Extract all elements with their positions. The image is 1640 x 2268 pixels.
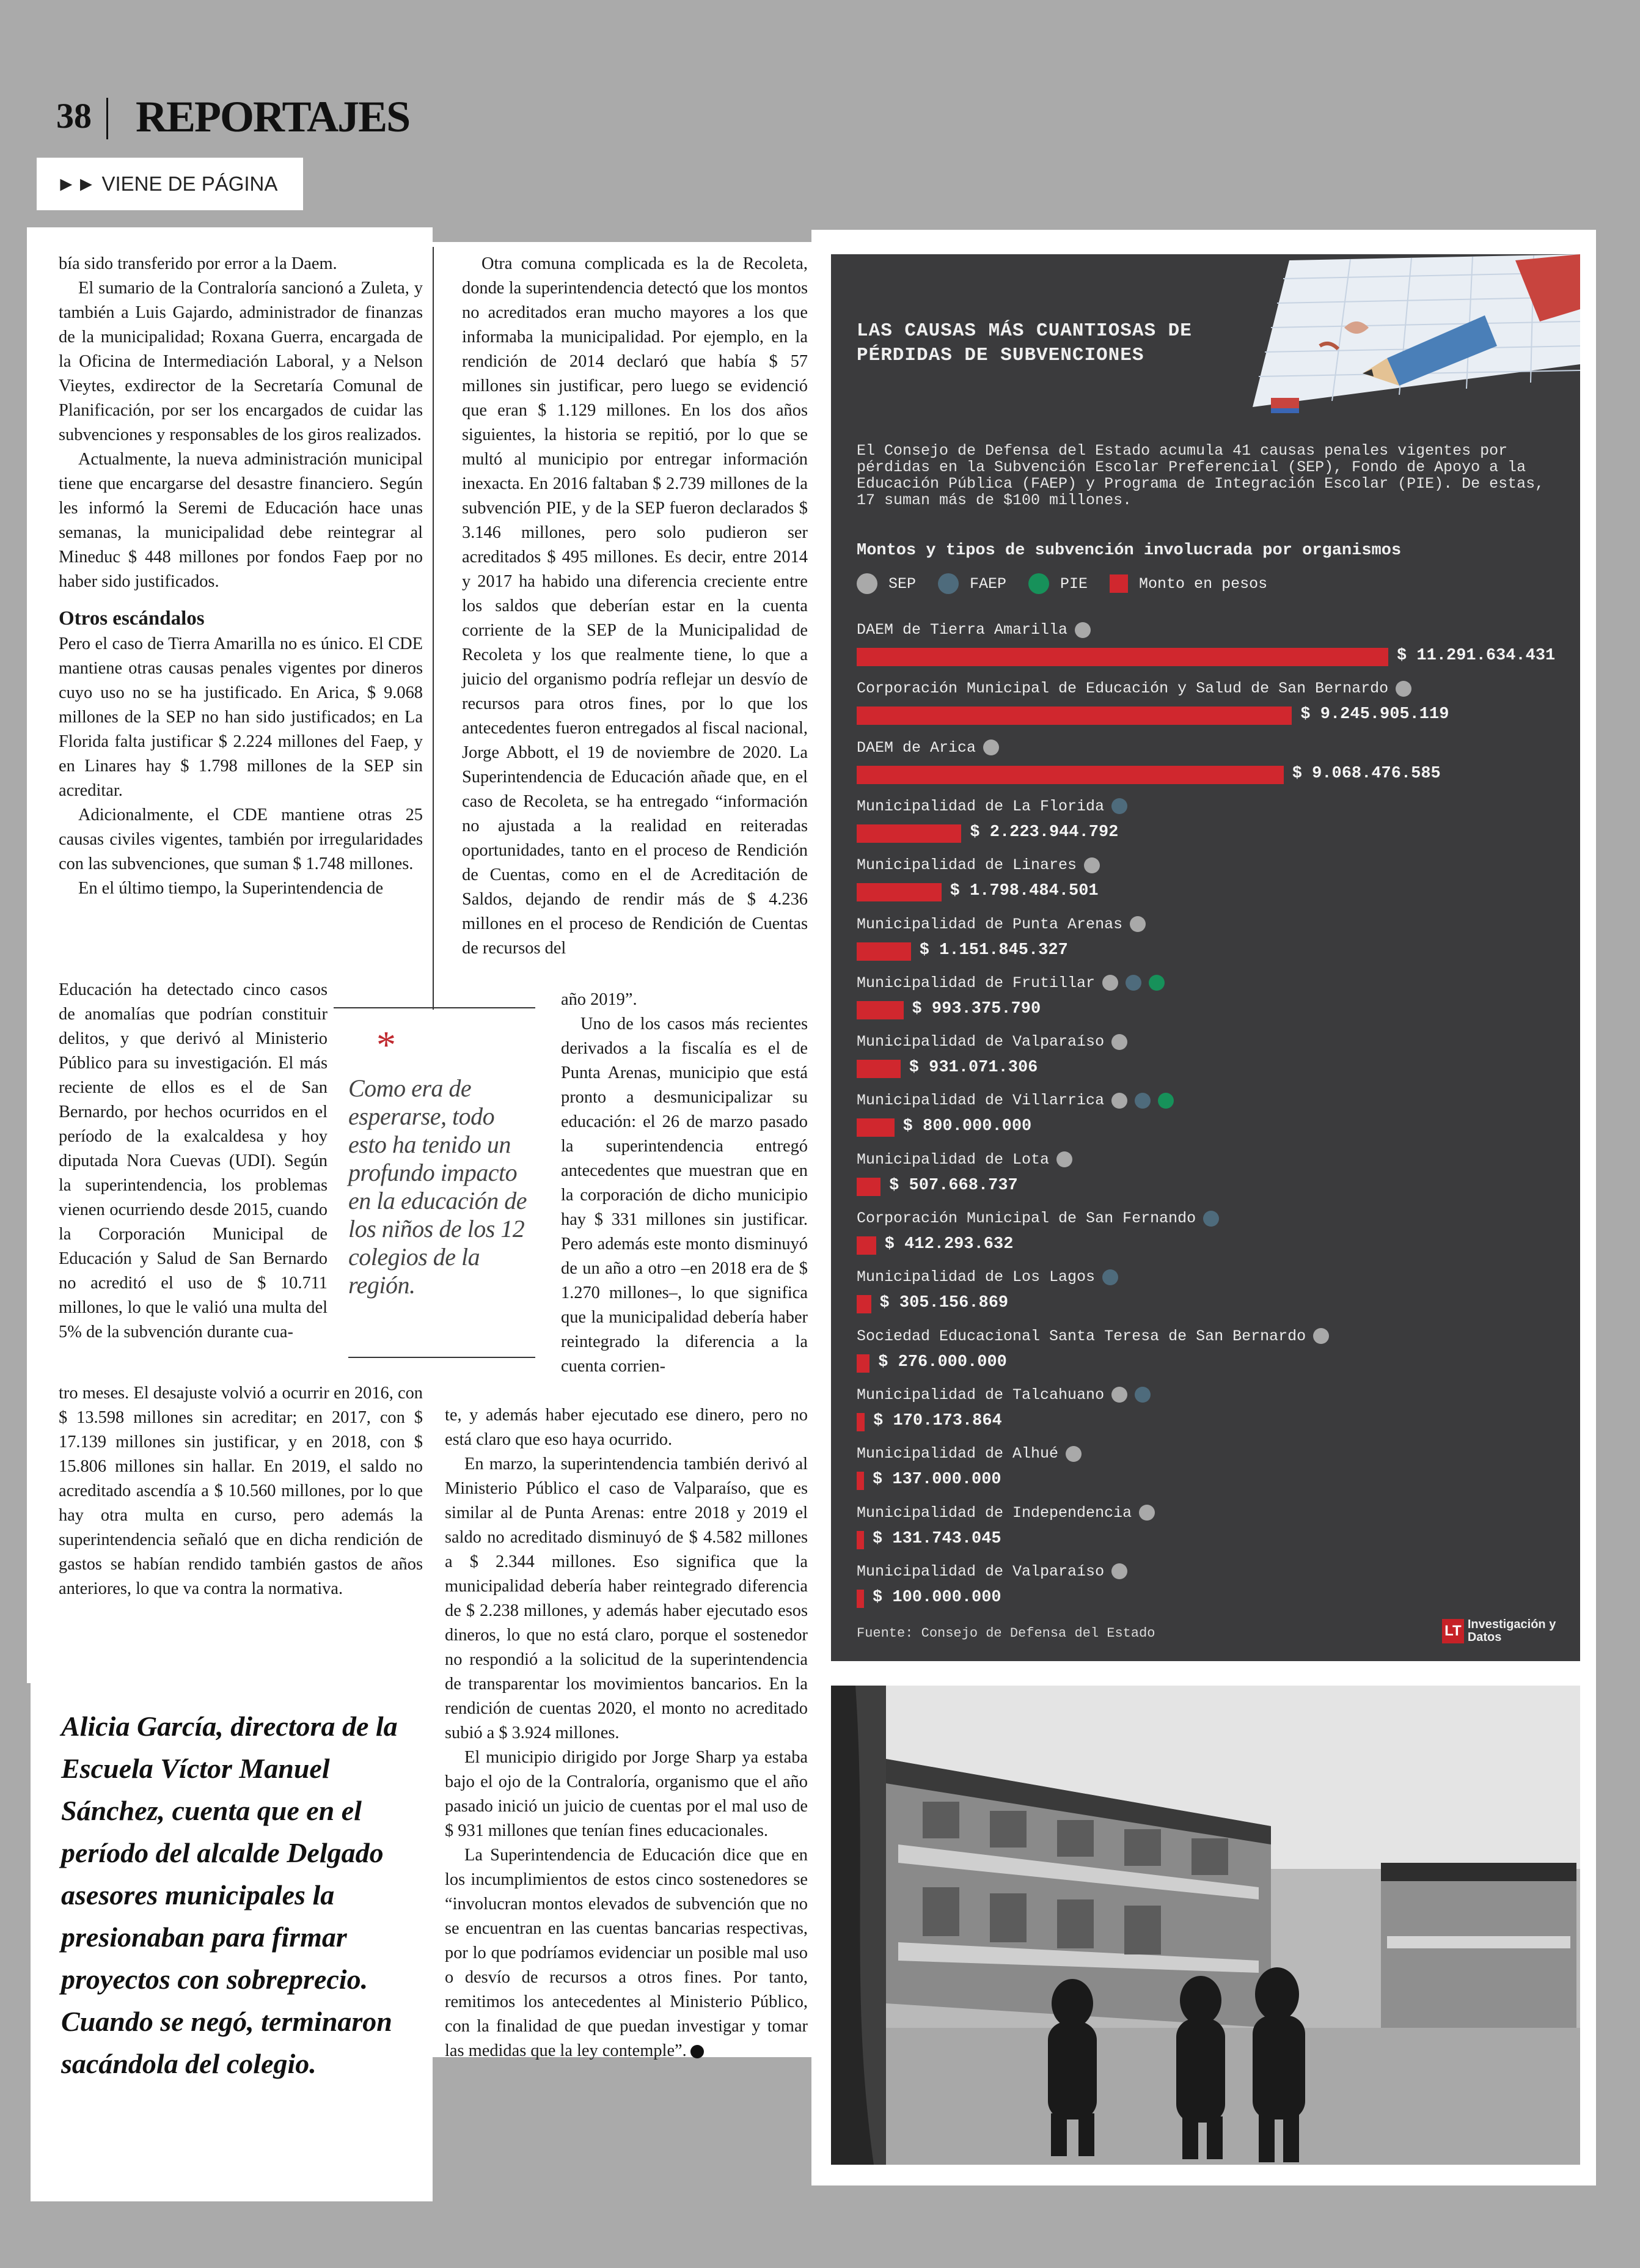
subsidy-dot-icon [1396, 681, 1411, 697]
bar [857, 766, 1284, 784]
paragraph: año 2019”. [561, 990, 637, 1009]
asterisk-icon: * [376, 1023, 396, 1066]
legend-label: PIE [1060, 574, 1088, 593]
paragraph: tro meses. El desajuste volvió a ocurrir en 2016, con $ 13.598 millones sin acreditar; en 2017, con $ 17.139 millones sin justificar, y en 2018, con $ 15.806 millones sin hallar. En 2019, el saldo no acreditado ascendía a $ 10.560 millones, por lo que hay otra multa en curso, pero además la superintendencia señaló que en dicha rendición de gastos se habían rendido también gastos de años anteriores, lo que va contra la normativa. [59, 1384, 423, 1598]
infographic [831, 254, 1580, 1661]
legend-amount [1110, 574, 1267, 593]
lt-logo-text: Investigación y Datos [1467, 1618, 1556, 1644]
bar-value-label: $ 1.151.845.327 [919, 941, 1068, 960]
subsidy-dot-icon [1111, 1563, 1127, 1579]
bar [857, 1354, 869, 1373]
photo-caption: Alicia García, directora de la Escuela Víctor Manuel Sánchez, cuenta que en el período del alcalde Delgado asesores municipales la presionaban para firmar proyectos con sobreprecio. Cuando se negó, terminaron sacándola del colegio. [61, 1711, 398, 2079]
paragraph-text: La Superintendencia de Educación dice que en los incumplimientos de estos cinco sostenedores se “involucran montos elevados de subvención que no se encuentran en las cuentas bancarias respectivas, por lo que podríamos evidenciar un posible mal uso o desvío de recursos a otros fines. Por tanto, remitimos los antecedentes al Ministerio Público, con la finalidad de que puedan investigar y tomar las medidas que la ley contemple”. [445, 1846, 808, 2060]
bar-label [857, 1268, 1118, 1286]
bar-label-text: Municipalidad de Valparaíso [857, 1562, 1105, 1580]
legend-label: FAEP [970, 574, 1007, 593]
bar-label [857, 798, 1127, 815]
article-column-1 [59, 252, 423, 901]
bar-label [857, 1563, 1127, 1580]
bar [857, 1295, 871, 1313]
header-divider [106, 98, 108, 139]
subsidy-dot-icon [1135, 1387, 1151, 1403]
legend-sep [857, 573, 916, 594]
subsidy-dot-icon [983, 739, 999, 755]
amount-square-icon [1110, 574, 1128, 593]
bar [857, 883, 942, 901]
lt-logo-mark: LT [1442, 1619, 1464, 1643]
bar [857, 1060, 901, 1078]
bar-label [857, 1386, 1151, 1404]
bar-value-label: $ 993.375.790 [912, 999, 1041, 1018]
chart-source: Fuente: Consejo de Defensa del Estado [857, 1626, 1155, 1641]
subheading: Otros escándalos [59, 607, 205, 629]
chart-legend [857, 573, 1289, 594]
bar-label [857, 1445, 1082, 1462]
paragraph: Uno de los casos más recientes derivados a la fiscalía es el de Punta Arenas, municipio que está pronto a desmunicipalizar su educación: el 26 de marzo pasado la superintendencia entregó antecedentes que muestran que en la corporación de dicho municipio hay $ 331 millones sin justificar. Pero además este monto disminuyó de un año a otro –en 2018 era de $ 1.270 millones–, lo que significa que la municipalidad debería haber reintegrado la diferencia a la cuenta corrien- [561, 1015, 808, 1376]
bar [857, 1472, 864, 1490]
subsidy-dot-icon [1158, 1093, 1174, 1109]
bar-value-label: $ 9.245.905.119 [1300, 705, 1449, 724]
paragraph: Pero el caso de Tierra Amarilla no es único. El CDE mantiene otras causas penales vigentes por dineros cuyo uso no se ha justificado. En Arica, $ 9.068 millones de la SEP no han sido justificados; en La Florida falta justificar $ 2.224 millones del Faep, y en Linares hay $ 1.798 millones de la SEP sin acreditar. [59, 634, 423, 800]
article-column-2 [462, 252, 808, 961]
bar-label [857, 1092, 1174, 1109]
lt-logo [1442, 1618, 1580, 1644]
subsidy-dot-icon [1075, 622, 1091, 638]
bar-label-text: Municipalidad de Talcahuano [857, 1385, 1105, 1404]
paragraph: Actualmente, la nueva administración municipal tiene que encargarse del desastre financiero. Según les informó la Seremi de Educación hace unas semanas, la municipalidad debe reintegrar al Mineduc $ 448 millones por fondos Faep por no haber sido justificados. [59, 450, 423, 591]
bar-label-text: Municipalidad de Villarrica [857, 1092, 1105, 1110]
bar [857, 706, 1292, 725]
bar-label [857, 1151, 1072, 1169]
bar-value-label: $ 137.000.000 [873, 1470, 1001, 1489]
bar [857, 1001, 904, 1019]
bar [857, 1236, 876, 1255]
bar-label-text: Municipalidad de La Florida [857, 797, 1105, 815]
bar-value-label: $ 276.000.000 [878, 1352, 1007, 1371]
paragraph: El sumario de la Contraloría sancionó a Zuleta, y también a Luis Gajardo, administrador de finanzas de la municipalidad; Roxana Guerra, encargada de la Oficina de Intermediación Laboral, y a Nelson Vieytes, exdirector de la Secretaría Comunal de Planificación, por ser los encargados de cuidar las subvenciones y responsables de los giros realizados. [59, 279, 423, 444]
bar-label-text: Corporación Municipal de Educación y Salud de San Bernardo [857, 680, 1389, 698]
bar-label [857, 1209, 1219, 1227]
subsidy-dot-icon [1111, 1034, 1127, 1050]
article-column-2-narrow [561, 988, 808, 1379]
bar-label-text: Municipalidad de Punta Arenas [857, 915, 1123, 933]
school-photo-image [831, 1686, 1580, 2165]
bar [857, 942, 911, 961]
subsidy-dot-icon [1056, 1151, 1072, 1167]
article-column-1-narrow [59, 978, 328, 1345]
legend-label: Monto en pesos [1139, 574, 1268, 593]
sep-dot-icon [857, 573, 877, 594]
subsidy-dot-icon [1139, 1505, 1155, 1521]
subsidy-dot-icon [1111, 1093, 1127, 1109]
paragraph: En marzo, la superintendencia también derivó al Ministerio Público el caso de Valparaíso, que es similar al de Punta Arenas: entre 2018 y 2019 el saldo no acreditado disminuyó de $ 4.582 millones a $ 2.344 millones. Eso significa que la municipalidad debería haber reintegrado diferencia de $ 2.238 millones, y además haber ejecutado esos dineros, lo que no está claro, porque el sostenedor no respondió a la solicitud de la superintendencia de transparentar los movimientos bancarios. En la rendición de cuentas 2020, el monto no acreditado subió a $ 3.924 millones. [445, 1455, 808, 1742]
bar-label-text: Municipalidad de Alhué [857, 1445, 1059, 1463]
quote-bottom-rule [348, 1357, 535, 1358]
bar [857, 648, 1388, 666]
bar-label [857, 1327, 1329, 1345]
school-photo [831, 1686, 1580, 2165]
subsidy-dot-icon [1149, 975, 1165, 991]
bar-value-label: $ 170.173.864 [873, 1411, 1002, 1430]
bar-label [857, 974, 1165, 992]
pencil-illustration [1198, 254, 1580, 413]
paragraph: Educación ha detectado cinco casos de anomalías que podrían constituir delitos, y que derivó al Ministerio Público para su investigación. El más reciente de ellos es el de San Bernardo, por hechos ocurridos en el período de la exalcaldesa y hoy diputada Nora Cuevas (UDI). Según la superintendencia, los problemas vienen ocurriendo desde 2015, cuando la Corporación Municipal de Educación y Salud de San Bernardo no acreditó el uso de $ 10.711 millones, lo que le valió una multa del 5% de la subvención durante cua- [59, 980, 328, 1341]
legend-pie [1028, 573, 1088, 594]
pie-dot-icon [1028, 573, 1049, 594]
quote-top-rule [334, 1007, 535, 1008]
pull-quote-text: Como era de esperarse, todo esto ha tenido un profundo impacto en la educación de los niños de los 12 colegios de la región. [348, 1074, 527, 1299]
paragraph: El municipio dirigido por Jorge Sharp ya estaba bajo el ojo de la Contraloría, organismo que el año pasado inició un juicio de cuentas por el mal uso de $ 931 millones que tenían fines educacionales. [445, 1748, 808, 1840]
bar-label-text: Municipalidad de Los Lagos [857, 1268, 1096, 1286]
bar [857, 1531, 864, 1549]
column-rule [433, 247, 434, 1010]
bar-value-label: $ 412.293.632 [884, 1235, 1014, 1253]
bar-value-label: $ 507.668.737 [889, 1176, 1018, 1195]
bar-value-label: $ 800.000.000 [902, 1117, 1032, 1136]
subsidy-dot-icon [1102, 1269, 1118, 1285]
bar-value-label: $ 9.068.476.585 [1292, 764, 1441, 783]
continued-from-label: ►► VIENE DE PÁGINA [37, 158, 303, 210]
subsidy-dot-icon [1111, 1387, 1127, 1403]
infographic-title: LAS CAUSAS MÁS CUANTIOSAS DE PÉRDIDAS DE SUBVENCIONES [857, 320, 1192, 366]
subsidy-dot-icon [1066, 1446, 1082, 1462]
page-number: 38 [56, 96, 92, 136]
bar-value-label: $ 1.798.484.501 [950, 882, 1099, 901]
paragraph: bía sido transferido por error a la Daem. [59, 254, 337, 273]
subsidy-dot-icon [1135, 1093, 1151, 1109]
article-column-2-end [445, 1403, 808, 2063]
bar-label-text: DAEM de Tierra Amarilla [857, 621, 1068, 639]
bar-label [857, 916, 1146, 933]
bar-label [857, 1033, 1127, 1051]
bar-label [857, 856, 1100, 874]
bar-label-text: Corporación Municipal de San Fernando [857, 1209, 1196, 1227]
bar-value-label: $ 305.156.869 [879, 1294, 1009, 1313]
subsidy-dot-icon [1111, 798, 1127, 814]
subsidy-dot-icon [1313, 1328, 1329, 1344]
paragraph: Otra comuna complicada es la de Recoleta, donde la superintendencia detectó que los montos no acreditados eran mucho mayores a los que informaba la municipalidad. Por ejemplo, en la rendición de 2014 declaró que había $ 57 millones sin justificar, pero luego se evidenció que eran $ 1.129 millones. En los dos años siguientes, la historia se repitió, por lo que se multó al municipio por entregar información inexacta. En 2016 faltaban $ 2.739 millones de la subvención PIE, y de la SEP fueron declarados $ 3.146 millones, pero solo pudieron ser acreditados $ 495 millones. Es decir, entre 2014 y 2017 ha habido una diferencia creciente entre los saldos que deberían estar en la cuenta corriente de la SEP de la Municipalidad de Recoleta y los que realmente tiene, lo que a juicio del organismo podría reflejar un desvío de recursos para otros fines, por lo que los antecedentes fueron entregados al fiscal nacional, Jorge Abbott, el 19 de noviembre de 2020. La Superintendencia de Educación añade que, en el caso de Recoleta, se ha entregado “información no ajustada a la realidad en reiteradas oportunidades, tanto en el proceso de Rendición de Cuentas, como en el de Acreditación de Saldos, dejando de rendir más de $ 4.236 millones en el proceso de Rendición de Cuentas de recursos del [462, 254, 808, 958]
subsidy-dot-icon [1203, 1211, 1219, 1227]
subsidy-dot-icon [1130, 916, 1146, 932]
bar [857, 1590, 864, 1608]
paragraph [445, 1843, 808, 2063]
chart-subtitle: Montos y tipos de subvención involucrada por organismos [857, 541, 1402, 560]
bar-label-text: DAEM de Arica [857, 738, 976, 757]
bar [857, 1178, 880, 1196]
bar [857, 1413, 865, 1431]
paragraph: En el último tiempo, la Superintendencia de [78, 879, 384, 898]
article-column-1-end [59, 1381, 423, 1601]
end-mark-icon [690, 2045, 704, 2058]
bar-value-label: $ 131.743.045 [873, 1529, 1001, 1548]
legend-label: SEP [888, 574, 917, 593]
subsidy-dot-icon [1084, 857, 1100, 873]
bar-label [857, 680, 1411, 697]
bar-value-label: $ 100.000.000 [873, 1588, 1001, 1607]
section-title: REPORTAJES [136, 92, 410, 141]
paragraph: te, y además haber ejecutado ese dinero, pero no está claro que eso haya ocurrido. [445, 1406, 808, 1449]
bar [857, 1118, 895, 1137]
bar [857, 824, 961, 843]
bar-label-text: Municipalidad de Independencia [857, 1503, 1132, 1522]
pull-quote [348, 1023, 532, 1299]
bar-label-text: Municipalidad de Valparaíso [857, 1033, 1105, 1051]
legend-faep [938, 573, 1006, 594]
bar-label [857, 739, 999, 757]
infographic-description: El Consejo de Defensa del Estado acumula 41 causas penales vigentes por pérdidas en la Subvención Escolar Preferencial (SEP), Fondo de Apoyo a la Educación Pública (FAEP) y Programa de Integración Escolar (PIE). De estas, 17 suman más de $100 millones. [857, 442, 1545, 509]
bar-label-text: Sociedad Educacional Santa Teresa de San Bernardo [857, 1327, 1306, 1345]
subsidy-dot-icon [1102, 975, 1118, 991]
bar-label-text: Municipalidad de Lota [857, 1150, 1050, 1169]
paragraph: Adicionalmente, el CDE mantiene otras 25 causas civiles vigentes, también por irregularidades con las subvenciones, que suman $ 1.748 millones. [59, 806, 423, 873]
bar-label [857, 621, 1091, 639]
bar-value-label: $ 11.291.634.431 [1397, 647, 1556, 665]
faep-dot-icon [938, 573, 959, 594]
bar-value-label: $ 2.223.944.792 [970, 823, 1119, 842]
bar-label-text: Municipalidad de Frutillar [857, 974, 1096, 992]
bar-label [857, 1504, 1155, 1522]
bar-label-text: Municipalidad de Linares [857, 856, 1077, 875]
subsidy-dot-icon [1126, 975, 1141, 991]
bar-value-label: $ 931.071.306 [909, 1059, 1038, 1077]
